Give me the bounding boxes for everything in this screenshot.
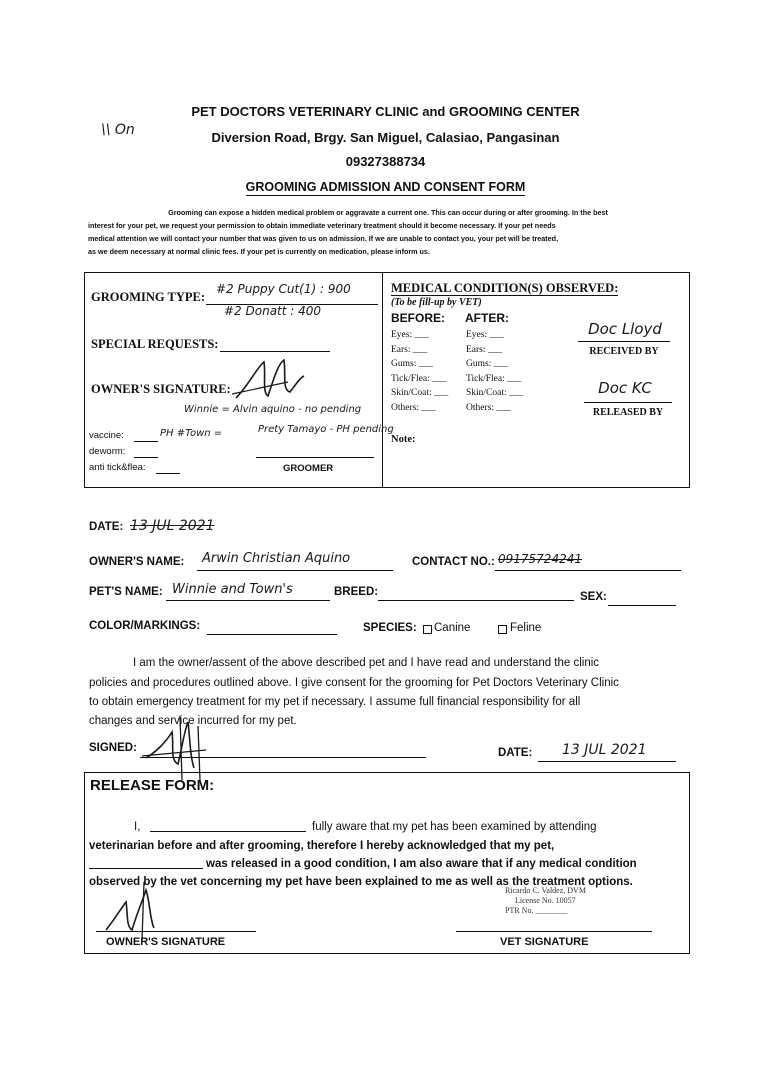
medical-title-text: MEDICAL CONDITION(S) OBSERVED: [391, 281, 619, 295]
vet-stamp [505, 886, 586, 916]
vaccine-value: PH #Town = [160, 428, 223, 439]
released-by-label: RELEASED BY [592, 407, 664, 418]
consent-date-value: 13 JUL 2021 [562, 742, 647, 758]
owner-signature-label: OWNER'S SIGNATURE: [91, 382, 231, 396]
after-label: AFTER: [465, 311, 509, 325]
pet-name-label: PET'S NAME: [89, 586, 163, 598]
release-line-1b: fully aware that my pet has been examined by attending [312, 821, 597, 833]
deworm-label: deworm: [89, 446, 126, 457]
before-label: BEFORE: [391, 311, 445, 325]
owner-name-line [197, 570, 393, 571]
vaccine-line [134, 441, 158, 442]
owner-sig-line [96, 931, 256, 932]
release-line-1a: I, [134, 821, 141, 833]
vaccine-label: vaccine: [89, 430, 124, 441]
contact-value: 09175724241 [498, 552, 582, 566]
date-label: DATE: [89, 521, 124, 533]
groomer-label: GROOMER [283, 463, 334, 474]
pet-note-2: Prety Tamayo - PH pending [258, 424, 394, 435]
feline-checkbox[interactable] [498, 625, 507, 634]
before-item: Ears: ___ [391, 344, 428, 355]
canine-checkbox[interactable] [423, 625, 432, 634]
clinic-address: Diversion Road, Brgy. San Miguel, Calasiao, Pangasinan [211, 130, 560, 145]
received-by-value: Doc Lloyd [588, 320, 662, 338]
box-divider [382, 272, 383, 488]
pet-name-line [166, 600, 330, 601]
sex-label: SEX: [580, 591, 607, 603]
grooming-type-value-1: #2 Puppy Cut(1) : 900 [216, 282, 351, 296]
before-item: Skin/Coat: ___ [391, 388, 449, 398]
stamp-line-2: License No. 10057 [515, 896, 576, 905]
consent-line-4: changes and service incurred for my pet. [89, 715, 297, 727]
before-item: Others: ___ [391, 402, 436, 413]
received-by-line [578, 341, 670, 342]
medical-title [391, 281, 618, 296]
form-title-text: GROOMING ADMISSION AND CONSENT FORM [245, 180, 526, 194]
clinic-phone: 09327388734 [345, 154, 426, 169]
release-title: RELEASE FORM: [90, 777, 215, 794]
vet-sig-line [456, 931, 652, 932]
release-line-3: was released in a good condition, I am also aware that if any medical condition [206, 858, 637, 870]
owner-signature-scribble [228, 356, 308, 406]
date-value: 13 JUL 2021 [130, 518, 215, 534]
release-name-line [150, 831, 306, 832]
grooming-type-value-2: #2 Donatt : 400 [224, 304, 322, 318]
signed-label: SIGNED: [89, 742, 137, 754]
release-pet-line [89, 868, 203, 869]
vet-sig-label: VET SIGNATURE [500, 936, 589, 948]
species-label: SPECIES: [363, 622, 417, 634]
color-line [207, 634, 337, 635]
after-item: Skin/Coat: ___ [466, 388, 524, 398]
after-item: Ears: ___ [466, 344, 503, 355]
before-item: Gums: ___ [391, 359, 433, 369]
after-item: Tick/Flea: ___ [466, 373, 522, 384]
pet-note-1: Winnie = Alvin aquino - no pending [184, 404, 362, 415]
groomer-line [256, 457, 374, 458]
after-item: Others: ___ [466, 402, 511, 413]
contact-line [495, 570, 681, 571]
after-item: Eyes: ___ [466, 330, 504, 340]
antitick-label: anti tick&flea: [89, 462, 146, 473]
after-item: Gums: ___ [466, 359, 508, 369]
contact-label: CONTACT NO.: [412, 556, 495, 568]
feline-label: Feline [510, 622, 542, 634]
owner-name-value: Arwin Christian Aquino [202, 551, 351, 566]
breed-line [378, 600, 574, 601]
consent-line-2: policies and procedures outlined above. I give consent for the grooming for Pet Doctors Veterinary Clinic [89, 677, 619, 689]
sex-line [608, 605, 676, 606]
intro-line-1: Grooming can expose a hidden medical problem or aggravate a current one. This can occur during or after grooming. In the best [168, 208, 608, 217]
before-item: Tick/Flea: ___ [391, 373, 447, 384]
intro-line-2: interest for your pet, we request your permission to obtain immediate veterinary treatment should it become necessary. If your pet needs [88, 221, 556, 230]
consent-date-label: DATE: [498, 747, 533, 759]
breed-label: BREED: [334, 586, 379, 598]
deworm-line [134, 457, 158, 458]
form-title [0, 180, 771, 194]
released-by-line [584, 402, 672, 403]
stamp-line-3: PTR No. ________ [505, 906, 568, 915]
release-line-4: observed by the vet concerning my pet have been explained to me as well as the treatment options. [89, 876, 633, 888]
owner-name-label: OWNER'S NAME: [89, 556, 185, 568]
released-by-value: Doc KC [598, 379, 652, 397]
special-requests-label: SPECIAL REQUESTS: [91, 337, 219, 351]
after-list [466, 328, 523, 415]
intro-line-3: medical attention we will contact your number that was given to us on admission. If we are unable to contact you, your pet will be treated, [88, 234, 559, 243]
release-line-2: veterinarian before and after grooming, therefore I hereby acknowledged that my pet, [89, 840, 555, 852]
stamp-line-1: Ricardo C. Valdez, DVM [505, 886, 586, 895]
before-list [391, 328, 448, 415]
pet-name-value: Winnie and Town's [172, 582, 293, 597]
intro-line-4: as we deem necessary at normal clinic fees. If your pet is currently on medication, please inform us. [88, 247, 430, 256]
canine-label: Canine [434, 622, 471, 634]
clinic-name: PET DOCTORS VETERINARY CLINIC and GROOMING CENTER [191, 104, 580, 119]
special-requests-line [220, 351, 330, 352]
color-label: COLOR/MARKINGS: [89, 620, 201, 632]
consent-line-1: I am the owner/assent of the above described pet and I have read and understand the clinic [133, 657, 600, 669]
medical-subtitle: (To be fill-up by VET) [391, 297, 482, 308]
grooming-type-label: GROOMING TYPE: [91, 290, 206, 304]
before-item: Eyes: ___ [391, 330, 429, 340]
consent-line-3: to obtain emergency treatment for my pet if necessary. I assume full financial responsibility for all [89, 696, 581, 708]
received-by-label: RECEIVED BY [589, 346, 659, 357]
release-owner-signature-scribble [96, 880, 176, 942]
owner-sig-label: OWNER'S SIGNATURE [106, 936, 226, 948]
note-label: Note: [391, 434, 416, 445]
antitick-line [156, 473, 180, 474]
consent-date-line [538, 761, 676, 762]
margin-note: \\ On [101, 122, 135, 138]
